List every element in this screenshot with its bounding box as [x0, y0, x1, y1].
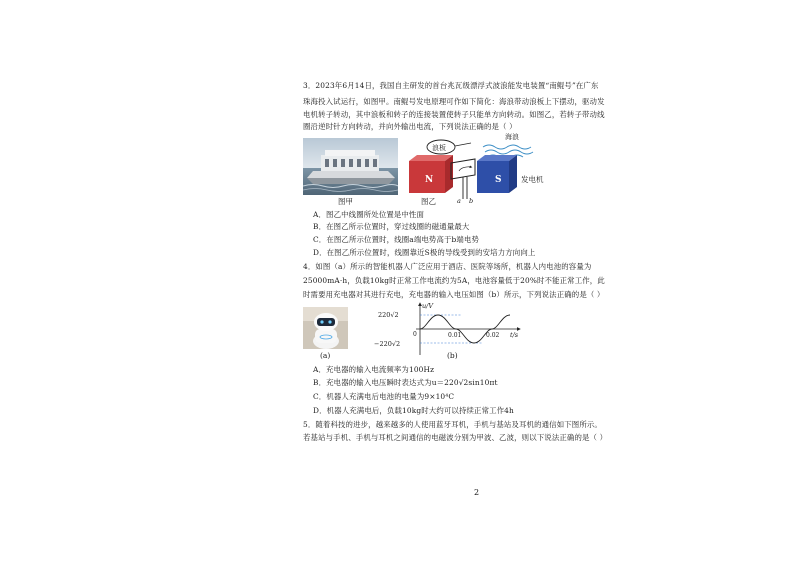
- wave-line-2: [485, 150, 533, 154]
- q3-stem-line-2: 珠海投入试运行，如图甲。南鲲号发电原理可作如下简化：海浪带动浪板上下摆动，驱动发: [303, 97, 605, 106]
- q4-option-c: C．机器人充满电后电池的电量为9×10⁴C: [313, 392, 455, 401]
- x-axis-label: t/s: [510, 331, 519, 339]
- label-north: N: [425, 175, 434, 185]
- x-tick-002: 0.02: [486, 332, 500, 339]
- origin-label: 0: [413, 331, 417, 338]
- q3-figure-a-caption: 图甲: [338, 197, 353, 206]
- q4-figure-a-photo: [303, 307, 348, 349]
- magnet-south: [477, 161, 509, 193]
- label-generator: 发电机: [521, 175, 544, 184]
- rotation-arrow: [459, 167, 471, 171]
- q4-option-d: D．机器人充满电后，负载10kg时大约可以持续正常工作4h: [313, 406, 514, 415]
- q4-stem-line-1: 4．如图（a）所示的智能机器人广泛应用于酒店、医院等场所，机器人内电池的容量为: [303, 262, 592, 271]
- q3-option-c: C．在图乙所示位置时，线圈a端电势高于b端电势: [313, 235, 480, 244]
- q5-stem-line-1: 5．随着科技的进步，越来越多的人使用蓝牙耳机，手机与基站及耳机的通信如下图所示。: [303, 420, 602, 429]
- label-wave-plate: 浪板: [432, 144, 446, 152]
- y-max-label: 220√2: [378, 311, 399, 319]
- q3-stem-line-4: 圈沿逆时针方向转动，并向外输出电流，下列说法正确的是（ ）: [303, 122, 517, 131]
- y-axis-label: u/V: [422, 302, 434, 310]
- q4-figure-b-graph: [360, 300, 530, 358]
- q3-option-d: D．在图乙所示位置时，线圈靠近S极的导线受到的安培力方向向上: [313, 248, 536, 257]
- q3-option-b: B．在图乙所示位置时，穿过线圈的磁通量最大: [313, 222, 470, 231]
- q3-stem-line-1: 3．2023年6月14日，我国自主研发的首台兆瓦级漂浮式波浪能发电装置“南鲲号”在广东: [303, 81, 599, 90]
- coil: [451, 159, 475, 179]
- x-tick-001: 0.01: [448, 332, 462, 339]
- floating-platform-illustration: [303, 138, 398, 195]
- page-number: 2: [474, 488, 480, 497]
- q4-figure-b-caption: (b): [447, 351, 458, 360]
- q3-stem-line-3: 电机转子转动，其中浪板和转子的连接装置使转子只能单方向转动。如图乙，若转子带动线: [303, 110, 605, 119]
- wave-line-1: [483, 145, 531, 149]
- q3-figure-b-caption: 图乙: [421, 197, 436, 206]
- q4-option-a: A．充电器的输入电流频率为100Hz: [313, 365, 435, 374]
- q3-figure-b-diagram: [405, 133, 555, 205]
- plate-arm: [455, 143, 471, 146]
- q3-figure-a-photo: [303, 138, 398, 195]
- y-min-label: −220√2: [374, 340, 401, 348]
- q4-figure-a-caption: (a): [320, 351, 331, 360]
- robot-illustration: [303, 307, 348, 349]
- q3-option-a: A．图乙中线圈所处位置是中性面: [313, 210, 425, 219]
- q4-option-b: B．充电器的输入电压瞬时表达式为u＝220√2sin10πt: [313, 378, 498, 387]
- q4-stem-line-2: 25000mA·h，负载10kg时正常工作电流约为5A，电池容量低于20%时不能正常工作，此: [303, 276, 605, 285]
- q5-stem-line-2: 若基站与手机、手机与耳机之间通信的电磁波分别为甲波、乙波，则以下说法正确的是（ ）: [303, 433, 608, 442]
- label-wave: 海浪: [505, 133, 519, 141]
- label-terminal-b: b: [469, 197, 474, 205]
- label-terminal-a: a: [457, 197, 461, 205]
- label-south: S: [495, 175, 502, 185]
- q4-stem-line-3: 时需要用充电器对其进行充电，充电器的输入电压如图（b）所示，下列说法正确的是（ ）: [303, 290, 605, 299]
- coil-leads: [463, 177, 467, 199]
